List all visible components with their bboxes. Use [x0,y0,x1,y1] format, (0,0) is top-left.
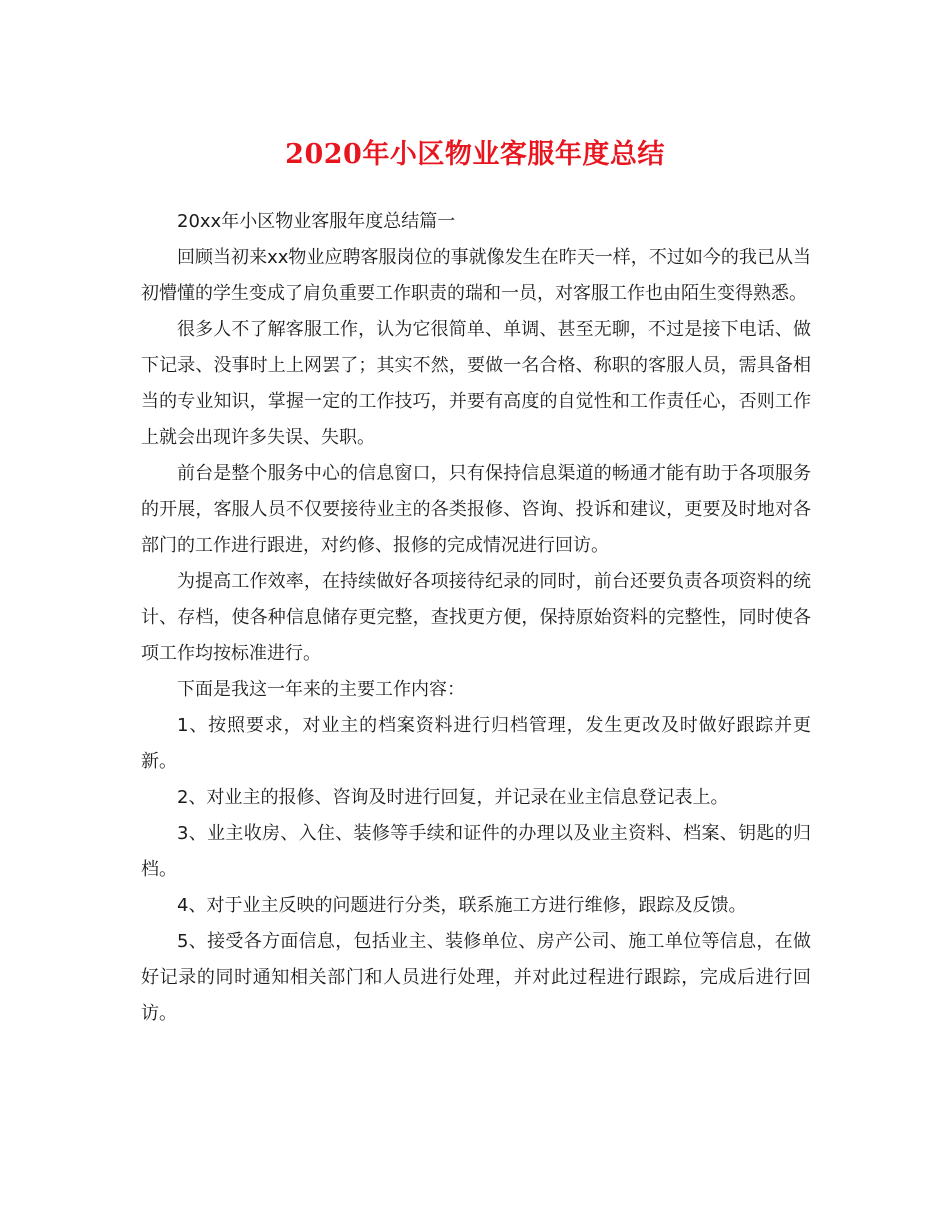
list-item-2: 2、对业主的报修、咨询及时进行回复，并记录在业主信息登记表上。 [177,787,729,808]
section-heading: 20xx年小区物业客服年度总结篇一 [177,211,456,232]
list-item-4: 4、对于业主反映的问题进行分类，联系施工方进行维修，跟踪及反馈。 [177,895,747,916]
paragraph-work-list-intro: 下面是我这一年来的主要工作内容： [177,679,465,700]
list-item-3: 3、业主收房、入住、装修等手续和证件的办理以及业主资料、档案、钥匙的归档。 [141,823,811,880]
paragraph-about-service: 很多人不了解客服工作，认为它很简单、单调、甚至无聊，不过是接下电话、做下记录、没事时上上网罢了；其实不然，要做一名合格、称职的客服人员，需具备相当的专业知识，掌握一定的工作技巧，并要有高度的自觉性和工作责任心，否则工作上就会出现许多失误、失职。 [141,319,811,448]
paragraph-efficiency: 为提高工作效率，在持续做好各项接待纪录的同时，前台还要负责各项资料的统计、存档，使各种信息储存更完整，查找更方便，保持原始资料的完整性，同时使各项工作均按标准进行。 [141,571,811,664]
paragraph-intro: 回顾当初来xx物业应聘客服岗位的事就像发生在昨天一样，不过如今的我已从当初懵懂的学生变成了肩负重要工作职责的瑞和一员，对客服工作也由陌生变得熟悉。 [141,247,811,304]
list-item-5: 5、接受各方面信息，包括业主、装修单位、房产公司、施工单位等信息，在做好记录的同时通知相关部门和人员进行处理，并对此过程进行跟踪，完成后进行回访。 [141,931,811,1024]
document-title: 2020年小区物业客服年度总结 [285,139,665,170]
document-body [141,204,811,1032]
list-item-1: 1、按照要求，对业主的档案资料进行归档管理，发生更改及时做好跟踪并更新。 [141,715,811,772]
paragraph-front-desk: 前台是整个服务中心的信息窗口，只有保持信息渠道的畅通才能有助于各项服务的开展，客服人员不仅要接待业主的各类报修、咨询、投诉和建议，更要及时地对各部门的工作进行跟进，对约修、报修的完成情况进行回访。 [141,463,811,556]
